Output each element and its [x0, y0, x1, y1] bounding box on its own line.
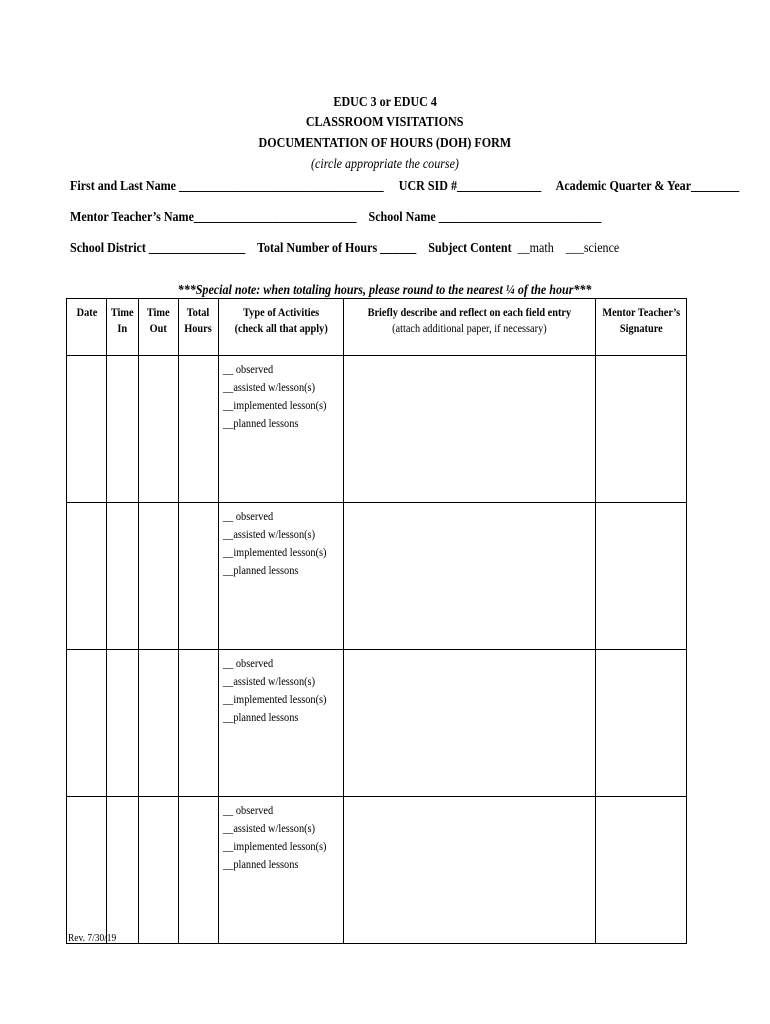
signature-cell[interactable] — [596, 797, 687, 944]
signature-cell[interactable] — [596, 650, 687, 797]
table-row — [67, 356, 687, 503]
col-time-in: Time In — [107, 299, 139, 356]
table-row — [67, 797, 687, 944]
date-cell[interactable] — [67, 797, 107, 944]
district-field[interactable]: School District ________________ — [70, 241, 246, 256]
col-signature: Mentor Teacher’s Signature — [596, 299, 687, 356]
activity-assisted[interactable]: __assisted w/lesson(s) — [223, 527, 316, 541]
hours-field[interactable]: Total Number of Hours ______ — [257, 241, 417, 256]
time-in-cell[interactable] — [107, 356, 139, 503]
subject-math-option[interactable]: __math — [517, 241, 554, 256]
mentor-field[interactable]: Mentor Teacher’s Name___________________________ — [70, 210, 357, 225]
date-cell[interactable] — [67, 503, 107, 650]
col-total-hours: Total Hours — [179, 299, 219, 356]
table-header-row — [67, 299, 687, 356]
activity-planned[interactable]: __planned lessons — [223, 563, 299, 577]
activity-cell[interactable] — [219, 797, 344, 944]
total-hours-cell[interactable] — [179, 650, 219, 797]
time-in-cell[interactable] — [107, 797, 139, 944]
col-activity-type: Type of Activities (check all that apply) — [219, 299, 344, 356]
mentor-row — [70, 210, 688, 226]
activity-observed[interactable]: __ observed — [223, 362, 274, 376]
district-row — [70, 241, 709, 257]
table-row — [67, 650, 687, 797]
date-cell[interactable] — [67, 356, 107, 503]
time-out-cell[interactable] — [139, 797, 179, 944]
form-title: CLASSROOM VISITATIONS — [306, 115, 464, 130]
total-hours-cell[interactable] — [179, 356, 219, 503]
form-subtitle: DOCUMENTATION OF HOURS (DOH) FORM — [258, 136, 512, 151]
activity-cell[interactable] — [219, 503, 344, 650]
course-instruction: (circle appropriate the course) — [311, 157, 459, 172]
signature-cell[interactable] — [596, 503, 687, 650]
subject-label: Subject Content — [428, 241, 512, 256]
time-out-cell[interactable] — [139, 356, 179, 503]
time-out-cell[interactable] — [139, 503, 179, 650]
special-note: ***Special note: when totaling hours, please round to the nearest ¼ of the hour*** — [178, 283, 592, 298]
school-field[interactable]: School Name ___________________________ — [368, 210, 602, 225]
quarter-field[interactable]: Academic Quarter & Year________ — [555, 179, 740, 194]
col-description: Briefly describe and reflect on each field entry (attach additional paper, if necessary) — [344, 299, 596, 356]
activity-observed[interactable]: __ observed — [223, 803, 274, 817]
activity-observed[interactable]: __ observed — [223, 656, 274, 670]
time-out-cell[interactable] — [139, 650, 179, 797]
table-row — [67, 503, 687, 650]
course-title: EDUC 3 or EDUC 4 — [333, 95, 437, 110]
revision-date: Rev. 7/30/19 — [68, 932, 117, 944]
activity-implemented[interactable]: __implemented lesson(s) — [223, 398, 327, 412]
total-hours-cell[interactable] — [179, 503, 219, 650]
activity-assisted[interactable]: __assisted w/lesson(s) — [223, 380, 316, 394]
activity-planned[interactable]: __planned lessons — [223, 710, 299, 724]
activity-planned[interactable]: __planned lessons — [223, 416, 299, 430]
activity-cell[interactable] — [219, 650, 344, 797]
activity-cell[interactable] — [219, 356, 344, 503]
subject-science-option[interactable]: ___science — [565, 241, 620, 256]
activity-implemented[interactable]: __implemented lesson(s) — [223, 839, 327, 853]
activity-observed[interactable]: __ observed — [223, 509, 274, 523]
col-date: Date — [67, 299, 107, 356]
total-hours-cell[interactable] — [179, 797, 219, 944]
activity-implemented[interactable]: __implemented lesson(s) — [223, 692, 327, 706]
activity-planned[interactable]: __planned lessons — [223, 857, 299, 871]
signature-cell[interactable] — [596, 356, 687, 503]
name-field[interactable]: First and Last Name __________________________________ — [70, 179, 384, 194]
date-cell[interactable] — [67, 650, 107, 797]
description-cell[interactable] — [344, 650, 596, 797]
description-cell[interactable] — [344, 797, 596, 944]
activity-implemented[interactable]: __implemented lesson(s) — [223, 545, 327, 559]
activity-assisted[interactable]: __assisted w/lesson(s) — [223, 674, 316, 688]
time-in-cell[interactable] — [107, 503, 139, 650]
name-row — [70, 179, 770, 195]
description-cell[interactable] — [344, 503, 596, 650]
time-in-cell[interactable] — [107, 650, 139, 797]
activity-assisted[interactable]: __assisted w/lesson(s) — [223, 821, 316, 835]
description-cell[interactable] — [344, 356, 596, 503]
col-time-out: Time Out — [139, 299, 179, 356]
hours-log-table — [66, 298, 687, 944]
sid-field[interactable]: UCR SID #______________ — [398, 179, 542, 194]
